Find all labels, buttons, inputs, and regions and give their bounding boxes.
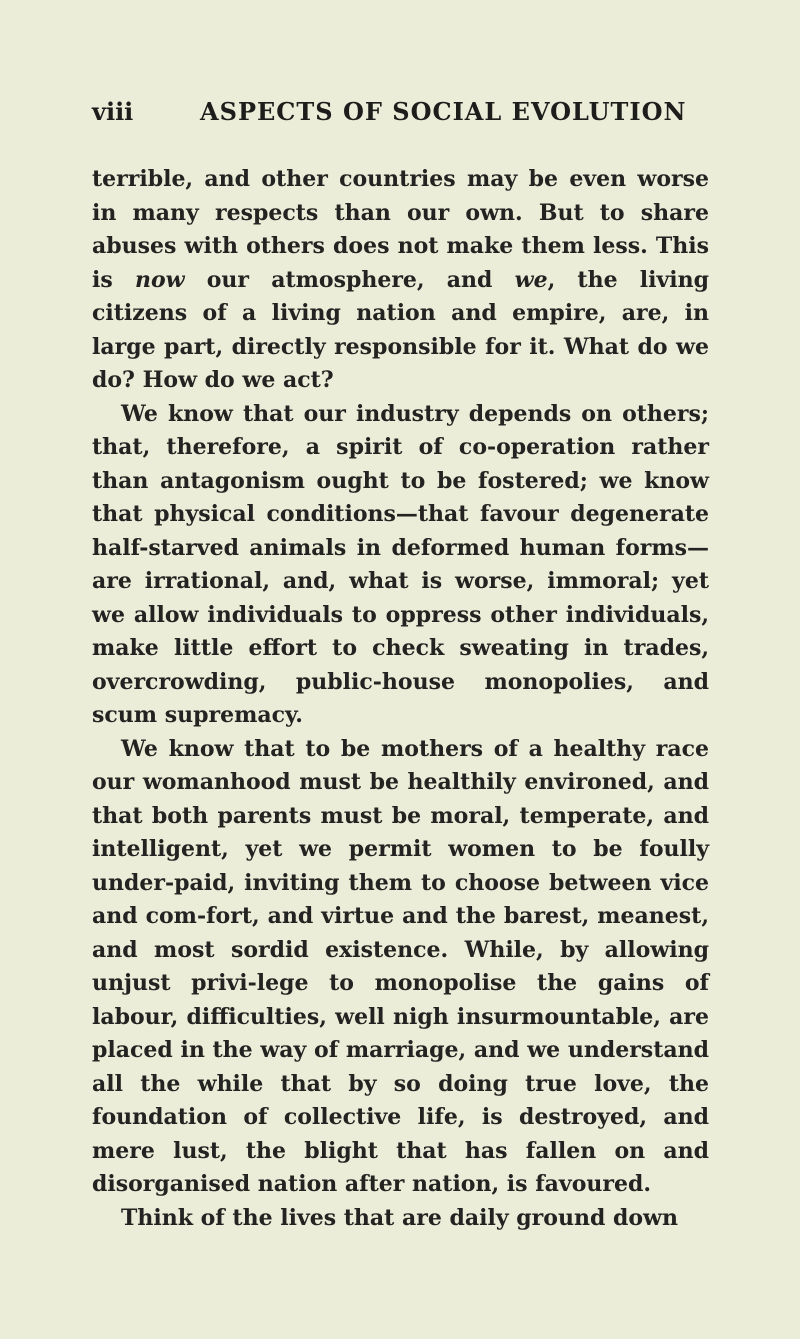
running-title: ASPECTS OF SOCIAL EVOLUTION: [200, 97, 687, 126]
running-header: [92, 97, 692, 131]
emphasis-we: we: [514, 266, 548, 293]
body-text: [92, 163, 709, 1235]
paragraph-1-part-1: terrible, and other countries may be even worse in many respects than our own. But to share abuses with others does not make them less. This is: [92, 166, 709, 293]
paragraph-3: We know that to be mothers of a healthy race our womanhood must be healthily environed, and that both parents must be moral, temperate, and intelligent, yet we permit women to be foully under-paid, inviting them to choose between vice and com-fort, and virtue and the barest, meanest, and most sordid existence. While, by allowing unjust privi-lege to monopolise the gains of labour, difficulties, well nigh insurmountable, are placed in the way of marriage, and we understand all the while that by so doing true love, the foundation of collective life, is destroyed, and mere lust, the blight that has fallen on and disorganised nation after nation, is favoured.: [92, 735, 709, 1197]
emphasis-now: now: [134, 266, 185, 293]
paragraph-4: Think of the lives that are daily ground down: [121, 1204, 678, 1231]
paragraph-2: We know that our industry depends on others; that, therefore, a spirit of co-operation rather than antagonism ought to be fostered; we know that physical conditions—that favour degenerate half-starved animals in deformed human forms—are irrational, and, what is worse, immoral; yet we allow individuals to oppress other individuals, make little effort to check sweating in trades, overcrowding, public-house monopolies, and scum supremacy.: [92, 400, 709, 728]
paragraph-1-part-2: our atmosphere, and: [184, 266, 515, 293]
paragraph-1-part-3: , the living citizens of a living nation and empire, are, in large part, directly responsible for it. What do we do? How do we act?: [92, 266, 710, 393]
paragraph-1: [92, 163, 709, 398]
page-number: viii: [92, 97, 134, 126]
